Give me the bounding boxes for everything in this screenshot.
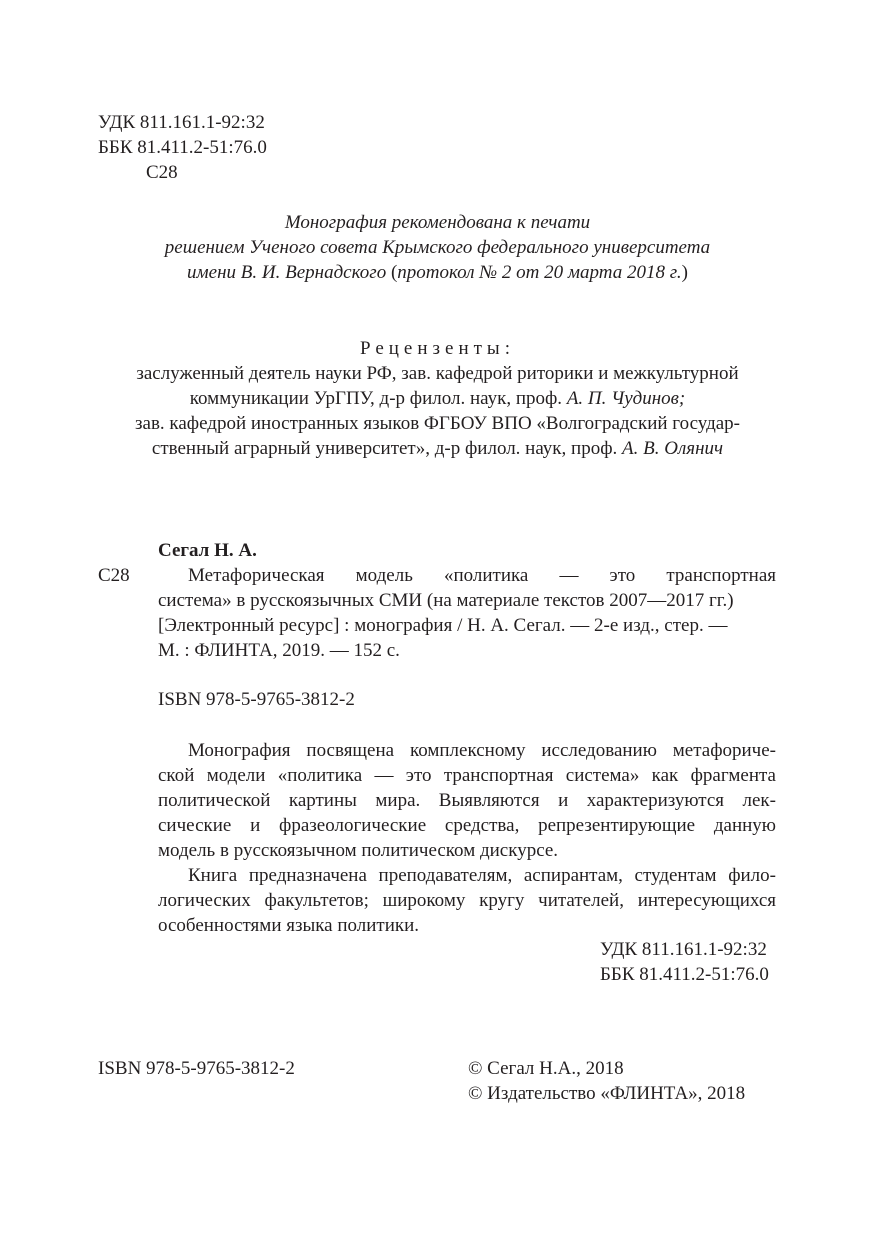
bib-author: Сегал Н. А. bbox=[158, 540, 257, 561]
abstract-p1-line-3: политической картины мира. Выявляются и характеризуются лек- bbox=[158, 790, 776, 811]
bib-line-1: Метафорическая модель «политика — это транспортная bbox=[188, 565, 776, 586]
footer-isbn: ISBN 978-5-9765-3812-2 bbox=[98, 1058, 295, 1079]
bib-code: С28 bbox=[98, 565, 130, 586]
reviewer-1-credentials: коммуникации УрГПУ, д-р филол. наук, проф. bbox=[189, 388, 567, 409]
bib-line-4: М. : ФЛИНТА, 2019. — 152 с. bbox=[158, 640, 400, 661]
reviewer-1-name: А. П. Чудинов; bbox=[566, 388, 686, 409]
recommendation-protocol: протокол № 2 от 20 марта 2018 г. bbox=[397, 262, 682, 283]
abstract-bbk: ББК 81.411.2-51:76.0 bbox=[600, 964, 769, 985]
abstract-p2-line-1: Книга предназначена преподавателям, аспирантам, студентам фило- bbox=[188, 865, 776, 886]
reviewer-2-line-1: зав. кафедрой иностранных языков ФГБОУ ВПО «Волгоградский государ- bbox=[135, 413, 740, 434]
bib-line-2: система» в русскоязычных СМИ (на материале текстов 2007—2017 гг.) bbox=[158, 590, 734, 611]
reviewers bbox=[0, 336, 875, 461]
reviewer-1-line-1: заслуженный деятель науки РФ, зав. кафедрой риторики и межкультурной bbox=[136, 363, 739, 384]
abstract-udk: УДК 811.161.1-92:32 bbox=[600, 939, 767, 960]
footer-copyright-author: © Сегал Н.А., 2018 bbox=[468, 1058, 624, 1079]
abstract-p1-line-1: Монография посвящена комплексному исследованию метафориче- bbox=[188, 740, 776, 761]
abstract-p2-line-2: логических факультетов; широкому кругу читателей, интересующихся bbox=[158, 890, 776, 911]
recommendation-line-1: Монография рекомендована к печати bbox=[284, 212, 591, 233]
reviewers-title: Рецензенты: bbox=[360, 338, 515, 359]
recommendation-university-name: имени В. И. Вернадского bbox=[187, 262, 387, 283]
header-bbk: ББК 81.411.2-51:76.0 bbox=[98, 137, 267, 158]
bib-line-3: [Электронный ресурс] : монография / Н. А. Сегал. — 2-е изд., стер. — bbox=[158, 615, 728, 636]
abstract-p1-line-5: модель в русскоязычном политическом дискурсе. bbox=[158, 840, 559, 861]
header-udk: УДК 811.161.1-92:32 bbox=[98, 112, 265, 133]
reviewer-2-credentials: ственный аграрный университет», д-р филол. наук, проф. bbox=[151, 438, 623, 459]
header-code: С28 bbox=[146, 162, 178, 183]
bib-isbn: ISBN 978-5-9765-3812-2 bbox=[158, 689, 355, 710]
abstract bbox=[158, 738, 776, 938]
abstract-p1-line-2: ской модели «политика — это транспортная система» как фрагмента bbox=[158, 765, 776, 786]
recommendation-paren-open: ( bbox=[386, 262, 398, 283]
bib-description bbox=[158, 563, 776, 663]
reviewer-2-line-2 bbox=[0, 436, 875, 461]
abstract-p2-line-3: особенностями языка политики. bbox=[158, 915, 420, 936]
footer-copyright-publisher: © Издательство «ФЛИНТА», 2018 bbox=[468, 1083, 746, 1104]
recommendation-paren-close: ) bbox=[681, 262, 688, 283]
recommendation bbox=[0, 210, 875, 285]
reviewer-2-name: А. В. Олянич bbox=[622, 438, 724, 459]
reviewer-1-line-2 bbox=[0, 386, 875, 411]
recommendation-line-2: решением Ученого совета Крымского федерального университета bbox=[164, 237, 711, 258]
abstract-p1-line-4: сические и фразеологические средства, репрезентирующие данную bbox=[158, 815, 776, 836]
recommendation-line-3 bbox=[0, 260, 875, 285]
